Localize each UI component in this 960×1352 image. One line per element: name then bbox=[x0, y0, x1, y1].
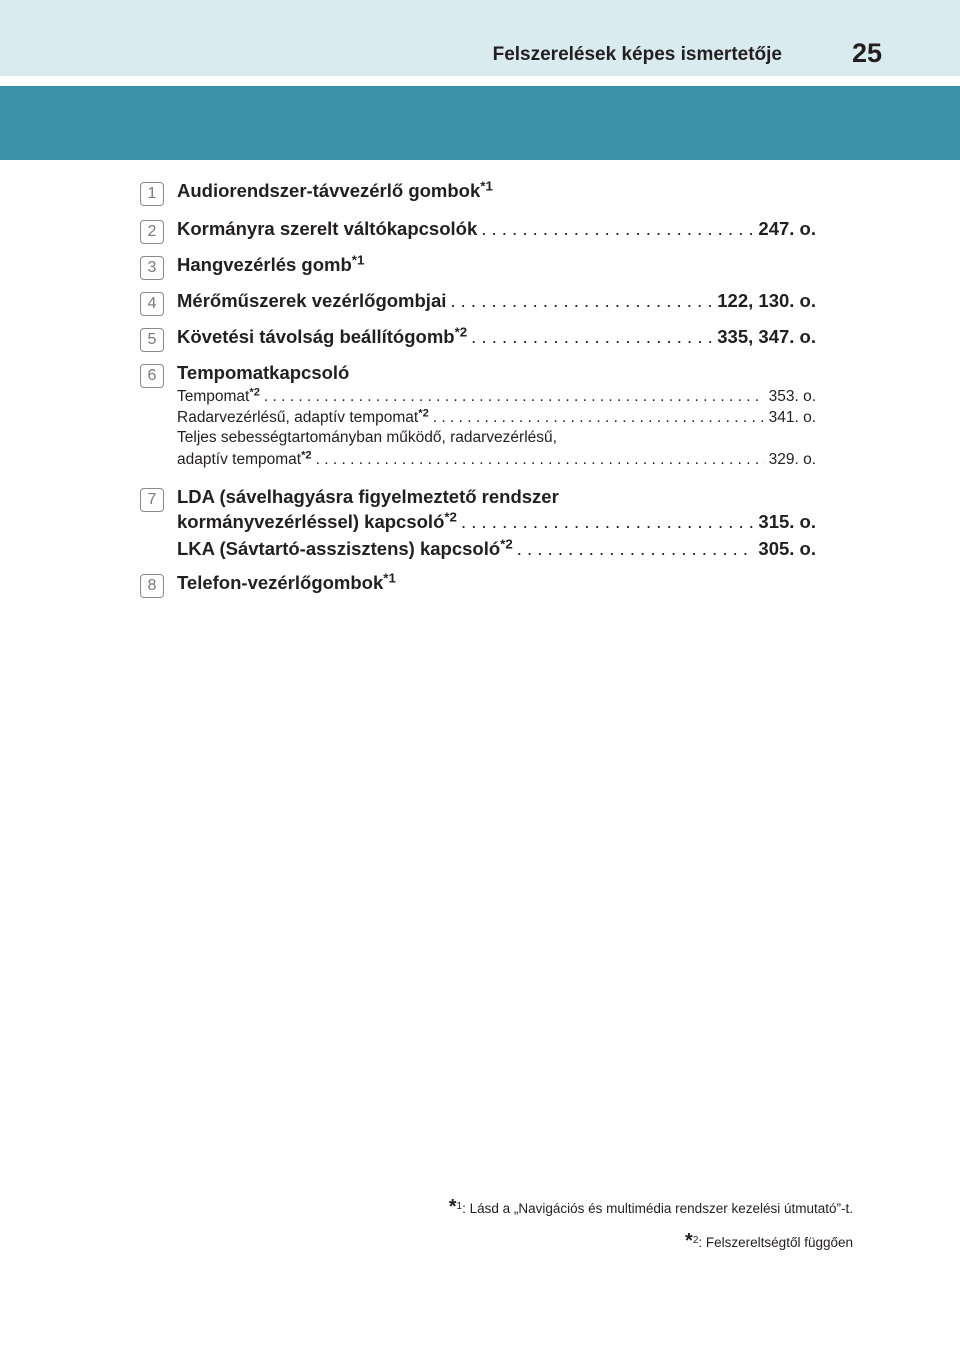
page-reference: 329. o. bbox=[768, 451, 816, 468]
dot-leader bbox=[450, 290, 713, 312]
entry-label: Telefon-vezérlőgombok$^{*1}$ bbox=[177, 570, 396, 593]
dot-leader bbox=[264, 388, 765, 406]
dot-leader bbox=[517, 538, 755, 560]
dot-leader bbox=[433, 409, 765, 427]
entry-label: LDA (sávelhagyásra figyelmeztető rendszer bbox=[177, 486, 559, 507]
entry-label: kormányvezérléssel) kapcsoló$^{*2}$ bbox=[177, 509, 457, 532]
item-number-badge: 7 bbox=[140, 488, 164, 512]
item-number-badge: 2 bbox=[140, 220, 164, 244]
item-number-badge: 4 bbox=[140, 292, 164, 316]
item-number-badge: 6 bbox=[140, 364, 164, 388]
item-number-badge: 8 bbox=[140, 574, 164, 598]
dot-leader bbox=[471, 326, 713, 348]
sub-entry-label: Teljes sebességtartományban működő, radarvezérlésű, bbox=[177, 429, 557, 446]
page-reference: 315. o. bbox=[758, 511, 816, 532]
item-number-badge: 5 bbox=[140, 328, 164, 352]
item-number-badge: 3 bbox=[140, 256, 164, 280]
entry-label: LKA (Sávtartó-asszisztens) kapcsoló$^{*2}$ bbox=[177, 536, 513, 559]
sub-entry-label: Tempomat$^{*2}$ bbox=[177, 386, 260, 405]
sub-entry-label: adaptív tempomat$^{*2}$ bbox=[177, 449, 312, 468]
entry-label: Mérőműszerek vezérlőgombjai bbox=[177, 290, 447, 311]
item-number-badge: 1 bbox=[140, 182, 164, 206]
page-reference: 341. o. bbox=[768, 409, 816, 426]
entry-label: Tempomatkapcsoló bbox=[177, 362, 350, 383]
page-reference: 353. o. bbox=[768, 388, 816, 405]
section-title: Felszerelések képes ismertetője bbox=[492, 44, 782, 65]
entry-label: Hangvezérlés gomb$^{*1}$ bbox=[177, 252, 365, 275]
entry-label: Audiorendszer-távvezérlő gombok$^{*1}$ bbox=[177, 178, 493, 201]
header-bar bbox=[0, 0, 960, 76]
entry-label: Kormányra szerelt váltókapcsolók bbox=[177, 218, 478, 239]
page-reference: 305. o. bbox=[758, 538, 816, 559]
footnote-2: *$^2$: Felszereltségtől függően bbox=[685, 1230, 853, 1252]
dot-leader bbox=[461, 511, 754, 533]
page-reference: 122, 130. o. bbox=[717, 290, 816, 311]
header-band bbox=[0, 86, 960, 160]
page-reference: 247. o. bbox=[758, 218, 816, 239]
dot-leader bbox=[316, 451, 765, 469]
page-number: 25 bbox=[852, 38, 883, 68]
dot-leader bbox=[481, 218, 754, 240]
entry-label: Követési távolság beállítógomb$^{*2}$ bbox=[177, 324, 468, 347]
sub-entry-label: Radarvezérlésű, adaptív tempomat$^{*2}$ bbox=[177, 407, 429, 426]
footnote-1: *$^1$: Lásd a „Navigációs és multimédia rendszer kezelési útmutató”-t. bbox=[448, 1196, 853, 1218]
page-reference: 335, 347. o. bbox=[717, 326, 816, 347]
